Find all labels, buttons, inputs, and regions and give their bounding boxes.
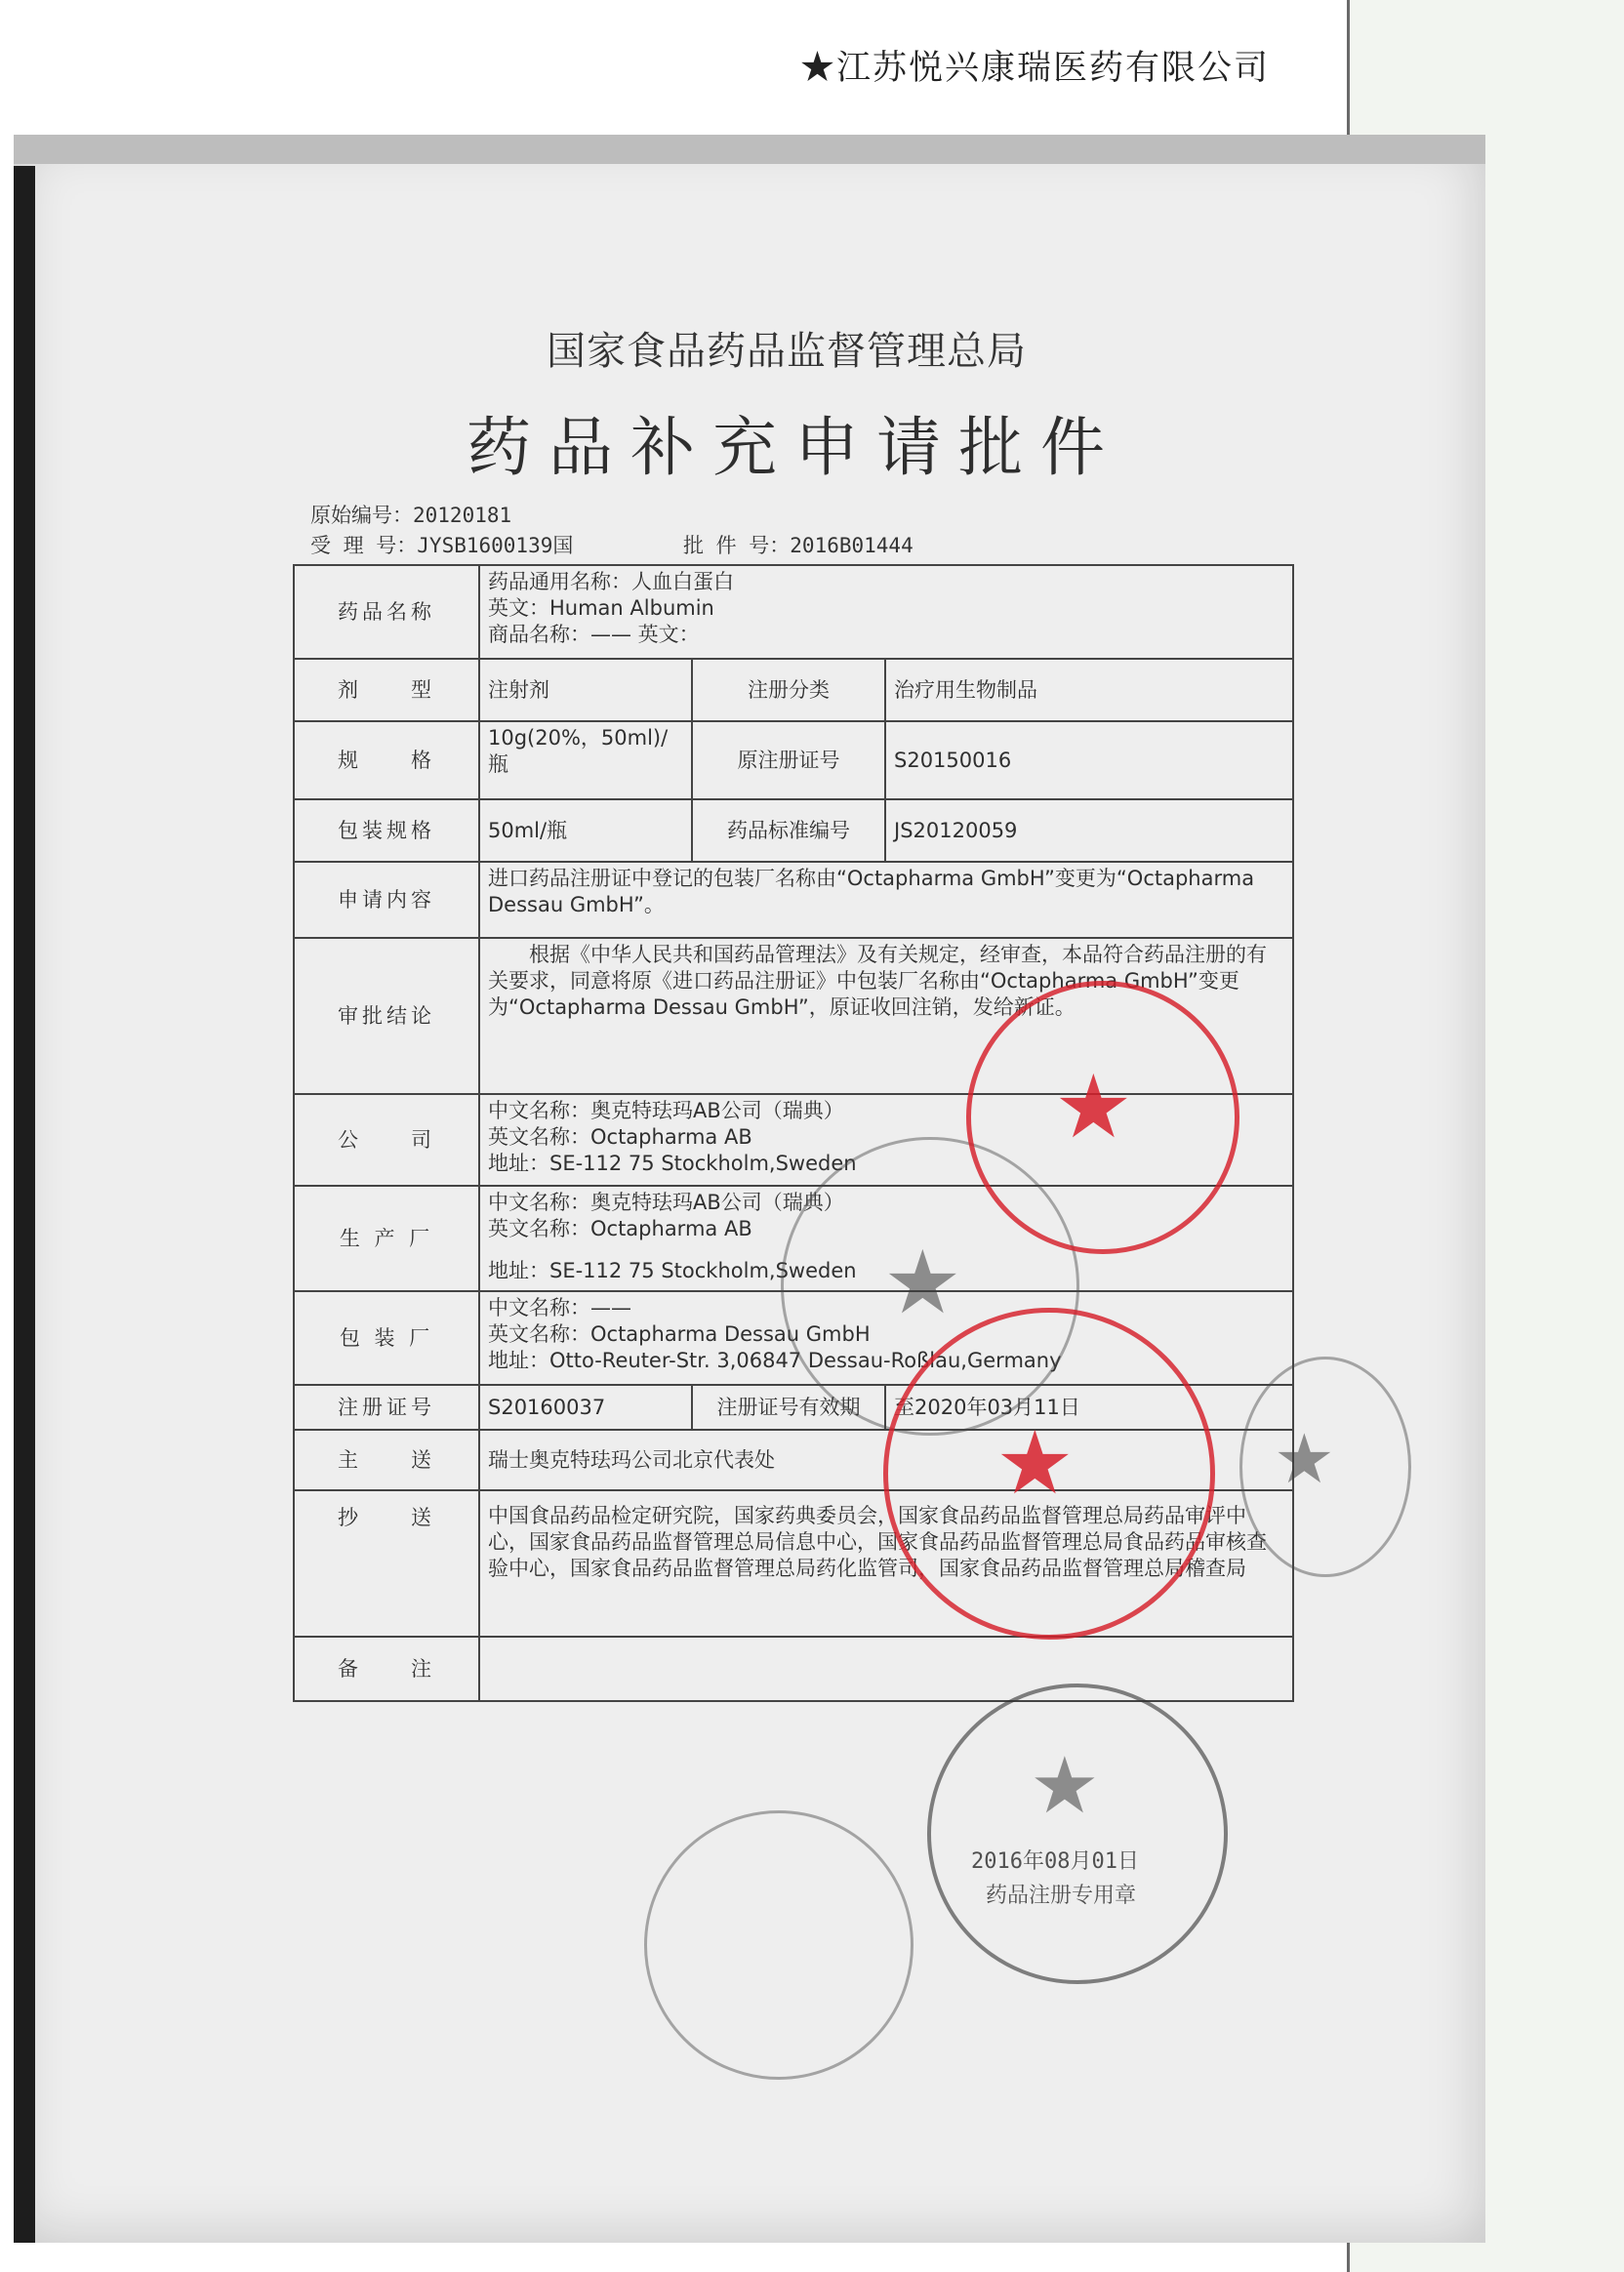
value-std-no: JS20120059 — [885, 799, 1293, 862]
issuing-agency: 国家食品药品监督管理总局 — [547, 329, 1027, 374]
stamp-date: 2016年08月01日 — [971, 1849, 1139, 1874]
company-address: 地址：SE-112 75 Stockholm,Sweden — [488, 1152, 857, 1175]
acceptance-number: 受 理 号：JYSB1600139国 — [310, 534, 574, 557]
label-manufacturer: 生 产 厂 — [294, 1186, 479, 1291]
approval-number: 批 件 号：2016B01444 — [683, 534, 914, 557]
label-send-to: 主 送 — [294, 1430, 479, 1490]
drug-trade-name: 商品名称：—— 英文： — [488, 623, 700, 646]
value-application: 进口药品注册证中登记的包装厂名称由“Octapharma GmbH”变更为“Octapharma Dessau GmbH”。 — [479, 862, 1293, 938]
stamp-caption: 药品注册专用章 — [986, 1884, 1137, 1908]
row-spec — [294, 721, 1293, 799]
company-chinese-name: 中文名称：奥克特珐玛AB公司（瑞典） — [488, 1099, 844, 1122]
value-conclusion: 根据《中华人民共和国药品管理法》及有关规定，经审查，本品符合药品注册的有关要求，同意将原《进口药品注册证》中包装厂名称由“Octapharma GmbH”变更为“Octapharma Dessau GmbH”，原证收回注销，发给新证。 — [479, 938, 1293, 1094]
drug-generic-name: 药品通用名称：人血白蛋白 — [488, 570, 734, 593]
document-title: 药品补充申请批件 — [467, 410, 1122, 485]
value-orig-reg: S20150016 — [885, 721, 1293, 799]
original-number: 原始编号：20120181 — [310, 504, 512, 527]
label-reg-cert: 注册证号 — [294, 1385, 479, 1430]
value-validity: 至2020年03月11日 — [885, 1385, 1293, 1430]
value-package: 50ml/瓶 — [479, 799, 692, 862]
row-package — [294, 799, 1293, 862]
packager-english-name: 英文名称：Octapharma Dessau GmbH — [488, 1322, 871, 1346]
gray-seal-center-star-icon: ★ — [883, 1232, 962, 1334]
label-package: 包装规格 — [294, 799, 479, 862]
value-dosage-form: 注射剂 — [479, 659, 692, 721]
label-spec: 规 格 — [294, 721, 479, 799]
label-dosage-form: 剂 型 — [294, 659, 479, 721]
label-remarks: 备 注 — [294, 1637, 479, 1701]
manufacturer-english-name: 英文名称：Octapharma AB — [488, 1217, 752, 1240]
label-orig-reg: 原注册证号 — [692, 721, 885, 799]
row-application — [294, 862, 1293, 938]
gray-seal-bottom-left — [644, 1810, 914, 2080]
value-cc: 中国食品药品检定研究院，国家药典委员会，国家食品药品监督管理总局药品审评中心，国家食品药品监督管理总局信息中心，国家食品药品监督管理总局食品药品审核查验中心，国家食品药品监督管理总局药化监管司，国家食品药品监督管理总局稽查局 — [479, 1490, 1293, 1637]
label-packager: 包 装 厂 — [294, 1291, 479, 1385]
company-header: ★江苏悦兴康瑞医药有限公司 — [800, 49, 1271, 88]
manufacturer-address: 地址：SE-112 75 Stockholm,Sweden — [488, 1259, 857, 1282]
label-reg-class: 注册分类 — [692, 659, 885, 721]
registration-seal-star-icon: ★ — [1030, 1740, 1100, 1831]
value-drug-name — [479, 565, 1293, 659]
red-seal-lower-star-icon: ★ — [995, 1412, 1075, 1515]
label-std-no: 药品标准编号 — [692, 799, 885, 862]
scan-left-edge — [14, 166, 35, 2243]
value-reg-class: 治疗用生物制品 — [885, 659, 1293, 721]
value-remarks — [479, 1637, 1293, 1701]
manufacturer-chinese-name: 中文名称：奥克特珐玛AB公司（瑞典） — [488, 1191, 844, 1214]
value-spec: 10g(20%，50ml)/瓶 — [479, 721, 692, 799]
label-cc: 抄 送 — [294, 1490, 479, 1637]
label-drug-name: 药品名称 — [294, 565, 479, 659]
registration-seal — [927, 1684, 1228, 1984]
company-english-name: 英文名称：Octapharma AB — [488, 1125, 752, 1149]
scan-top-edge — [14, 135, 1485, 164]
drug-english-name: 英文：Human Albumin — [488, 596, 714, 620]
row-dosage-form — [294, 659, 1293, 721]
value-reg-cert: S20160037 — [479, 1385, 692, 1430]
packager-chinese-name: 中文名称：—— — [488, 1296, 631, 1319]
row-drug-name — [294, 565, 1293, 659]
label-conclusion: 审批结论 — [294, 938, 479, 1094]
label-company: 公 司 — [294, 1094, 479, 1186]
row-remarks — [294, 1637, 1293, 1701]
label-validity: 注册证号有效期 — [692, 1385, 885, 1430]
packager-address: 地址：Otto-Reuter-Str. 3,06847 Dessau-Roßlau,Germany — [488, 1349, 1062, 1372]
red-seal-upper-star-icon: ★ — [1054, 1056, 1133, 1158]
label-application: 申请内容 — [294, 862, 479, 938]
value-send-to: 瑞士奥克特珐玛公司北京代表处 — [479, 1430, 1293, 1490]
gray-seal-right-star-icon: ★ — [1274, 1419, 1335, 1499]
